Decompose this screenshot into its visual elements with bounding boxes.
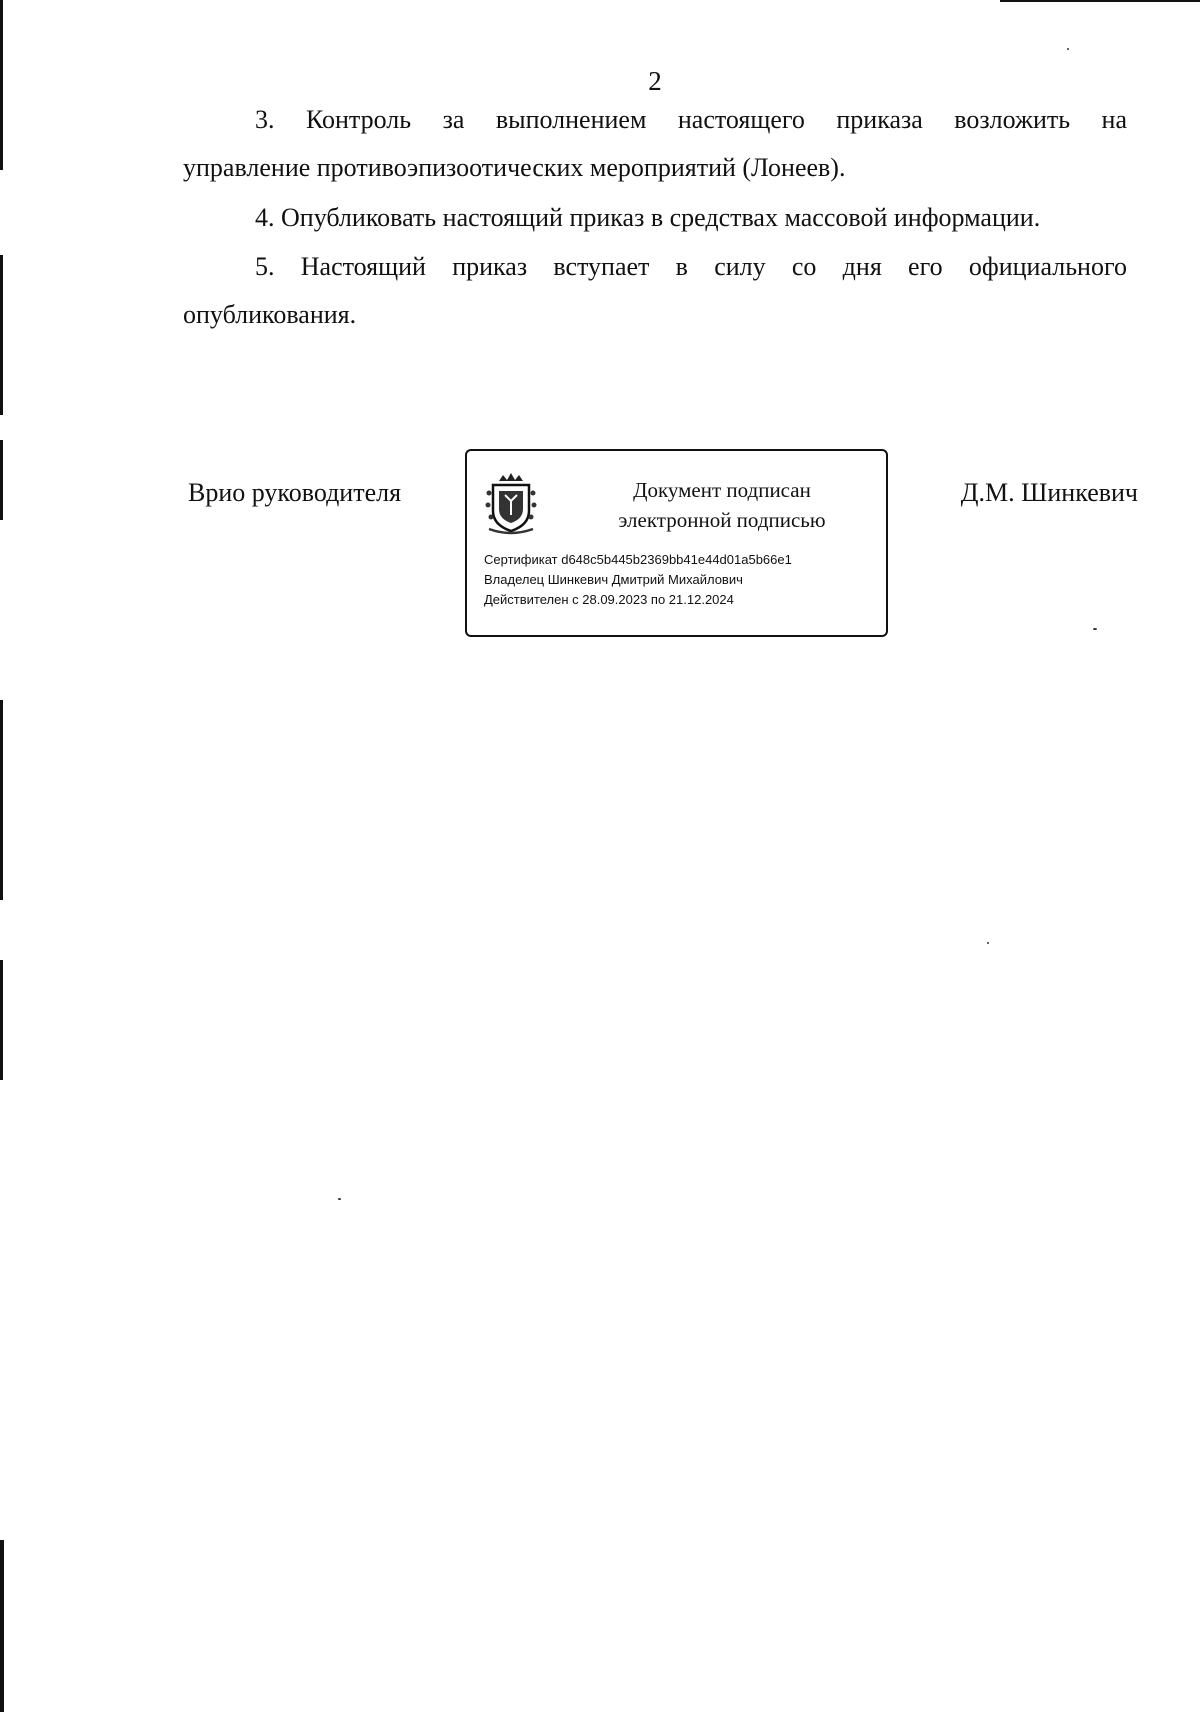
- scan-edge-line: [0, 1540, 4, 1712]
- stamp-title-line-2: электронной подписью: [618, 508, 826, 532]
- scan-edge-line: [0, 700, 3, 900]
- paragraph-3: [183, 96, 1127, 192]
- signatory-position: Врио руководителя: [188, 478, 402, 507]
- scan-edge-line: [0, 960, 3, 1080]
- signatory-name: Д.М. Шинкевич: [960, 478, 1138, 507]
- stamp-owner: Владелец Шинкевич Дмитрий Михайлович: [484, 572, 743, 587]
- stamp-title-line-1: Документ подписан: [633, 478, 811, 502]
- paragraph-5-line-1: 5. Настоящий приказ вступает в силу со дня его официального: [255, 252, 1127, 281]
- paragraph-3-line-2: управление противоэпизоотических мероприятий (Лонеев).: [183, 153, 846, 182]
- stamp-validity: Действителен с 28.09.2023 по 21.12.2024: [484, 592, 734, 607]
- stamp-certificate: Сертификат d648c5b445b2369bb41e44d01a5b66e1: [484, 552, 792, 567]
- paragraph-5: [183, 243, 1127, 339]
- page-number: 2: [648, 66, 662, 96]
- stamp-details: [484, 550, 792, 610]
- scan-edge-line: [1000, 0, 1200, 2]
- scan-speck: [1067, 48, 1069, 50]
- scan-speck: [987, 942, 989, 944]
- paragraph-3-line-1: 3. Контроль за выполнением настоящего приказа возложить на: [255, 105, 1127, 134]
- paragraph-5-line-2: опубликования.: [183, 300, 357, 329]
- paragraph-4-text: 4. Опубликовать настоящий приказ в средствах массовой информации.: [255, 203, 1041, 232]
- scan-edge-line: [0, 255, 3, 415]
- scan-speck: [1093, 628, 1097, 630]
- coat-of-arms-emblem-icon: [485, 471, 537, 535]
- stamp-title: [577, 475, 867, 535]
- electronic-signature-stamp: [465, 449, 888, 637]
- paragraph-4: [183, 194, 1127, 242]
- scan-edge-line: [0, 440, 3, 520]
- scan-speck: [338, 1198, 341, 1200]
